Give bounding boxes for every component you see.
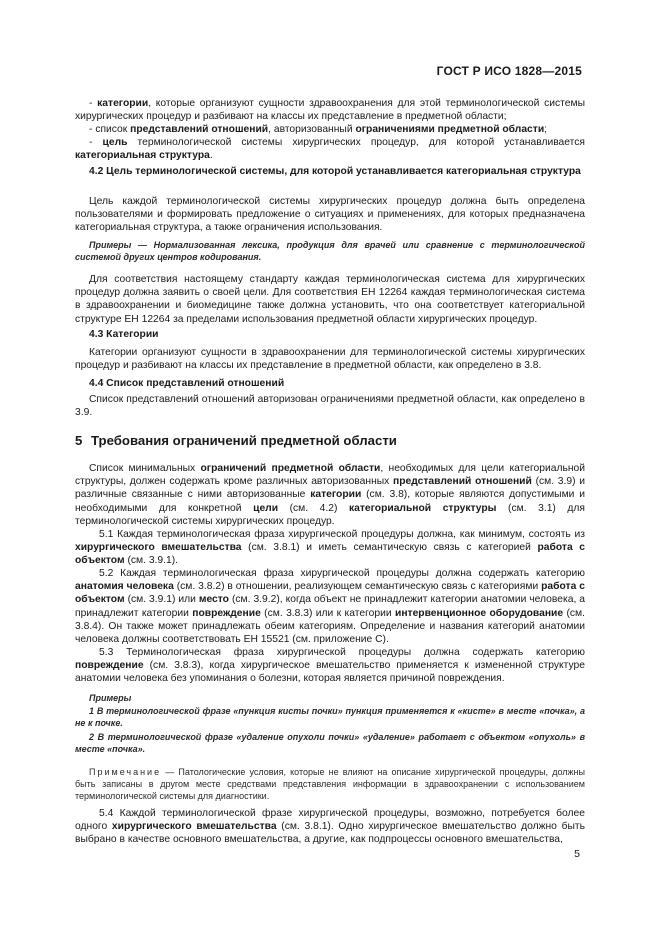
clause-5-2: 5.2 Каждая терминологическая фраза хирургической процедуры должна содержать категорию анатомия человека (см. 3.8.2) в отношении, реализующем семантическую связь с категориями работа с объектом (см. 3.9.1) или место (см. 3.9.2), когда объект не принадлежит категории анатомии человека, а принадлежит категории повреждение (см. 3.8.3) или к категории интервенционное оборудование (см. 3.8.4). Он также может принадлежать обеим категориям. Определение и названия категорий анатомии человека должны соответствовать ЕН 15521 (см. приложение С). (75, 568, 586, 646)
note: Примечание — Патологические условия, которые не влияют на описание хирургической процедуры, должны быть записаны в другом месте средствами представления информации в здравоохранении с использованием терминологической системы для диагностики. (75, 767, 585, 801)
list-item-relations: - список представлений отношений, авторизованный ограничениями предметной области; (89, 124, 548, 135)
section-4-3-paragraph: Категории организуют сущности в здравоохранении для терминологической системы хирургических процедур и разбивают на классы их представление в предметной области, как определено в 3.8. (75, 347, 585, 372)
section-4-2-paragraph-2: Для соответствия настоящему стандарту каждая терминологическая система для хирургических процедур должна заявить о своей цели. Для соответствия ЕН 12264 каждая терминологическая система в здравоохранении и биомедицине также должна установить, что она соответствует категориальной структуре ЕН 12264 за пределами использования предметной области хирургических процедур. (75, 274, 585, 325)
example-1: 1 В терминологической фразе «пункция кисты почки» пункция применяется к «кисте» в месте «почка», а не к почке. (75, 706, 585, 729)
list-item-categories: - категории, которые организуют сущности здравоохранения для этой терминологической системы хирургических процедур и разбивают на классы их представление в предметной области; (75, 98, 585, 123)
section-4-4-paragraph: Список представлений отношений авторизован ограничениями предметной области, как определено в 3.9. (75, 394, 585, 419)
document-header: ГОСТ Р ИСО 1828—2015 (436, 64, 582, 78)
section-5-intro: Список минимальных ограничений предметной области, необходимых для цели категориальной структуры, должен содержать кроме различных авторизованных представлений отношений (см. 3.9) и различные связанные с ними авторизованные категории (см. 3.8), которые являются допустимыми и необходимыми для конкретной цели (см. 4.2) категориальной структуры (см. 3.1) для терминологической системы хирургических процедур. (75, 463, 585, 527)
section-4-3-heading: 4.3 Категории (89, 329, 159, 340)
section-4-2-examples: Примеры — Нормализованная лексика, продукция для врачей или сравнение с терминологической системой других центров кодирования. (75, 240, 585, 263)
clause-5-4: 5.4 Каждой терминологической фразе хирургической процедуры, возможно, потребуется более одного хирургического вмешательства (см. 3.8.1). Одно хирургическое вмешательство должно быть выбрано в качестве основного вмешательства, а другие, как подпроцессы основного вмешательства, (75, 808, 586, 846)
section-5-heading: 5 Требования ограничений предметной области (75, 433, 397, 448)
page-number: 5 (574, 848, 580, 860)
list-item-purpose: - цель терминологической системы хирургических процедур, для которой устанавливается категориальная структура. (75, 137, 585, 162)
section-4-2-heading: 4.2 Цель терминологической системы, для которой устанавливается категориальная структура (89, 166, 581, 177)
section-4-2-paragraph-1: Цель каждой терминологической системы хирургических процедур должна быть определена пользователями и формировать предложение о ситуациях и применениях, для которых предназначена категориальная структура, а также ограничения использования. (75, 196, 585, 234)
clause-5-3: 5.3 Терминологическая фраза хирургической процедуры должна содержать категорию повреждение (см. 3.8.3), когда хирургическое вмешательство применяется к измененной структуре анатомии человека без упоминания о болезни, которая является причиной повреждения. (75, 647, 585, 685)
clause-5-1: 5.1 Каждая терминологическая фраза хирургической процедуры должна, как минимум, состоять из хирургического вмешательства (см. 3.8.1) и иметь семантическую связь с категорией работа с объектом (см. 3.9.1). (75, 529, 586, 567)
section-4-4-heading: 4.4 Список представлений отношений (89, 378, 285, 389)
examples-title: Примеры (89, 693, 132, 703)
example-2: 2 В терминологической фразе «удаление опухоли почки» «удаление» работает с объектом «опухоль» в месте «почка». (75, 732, 585, 755)
